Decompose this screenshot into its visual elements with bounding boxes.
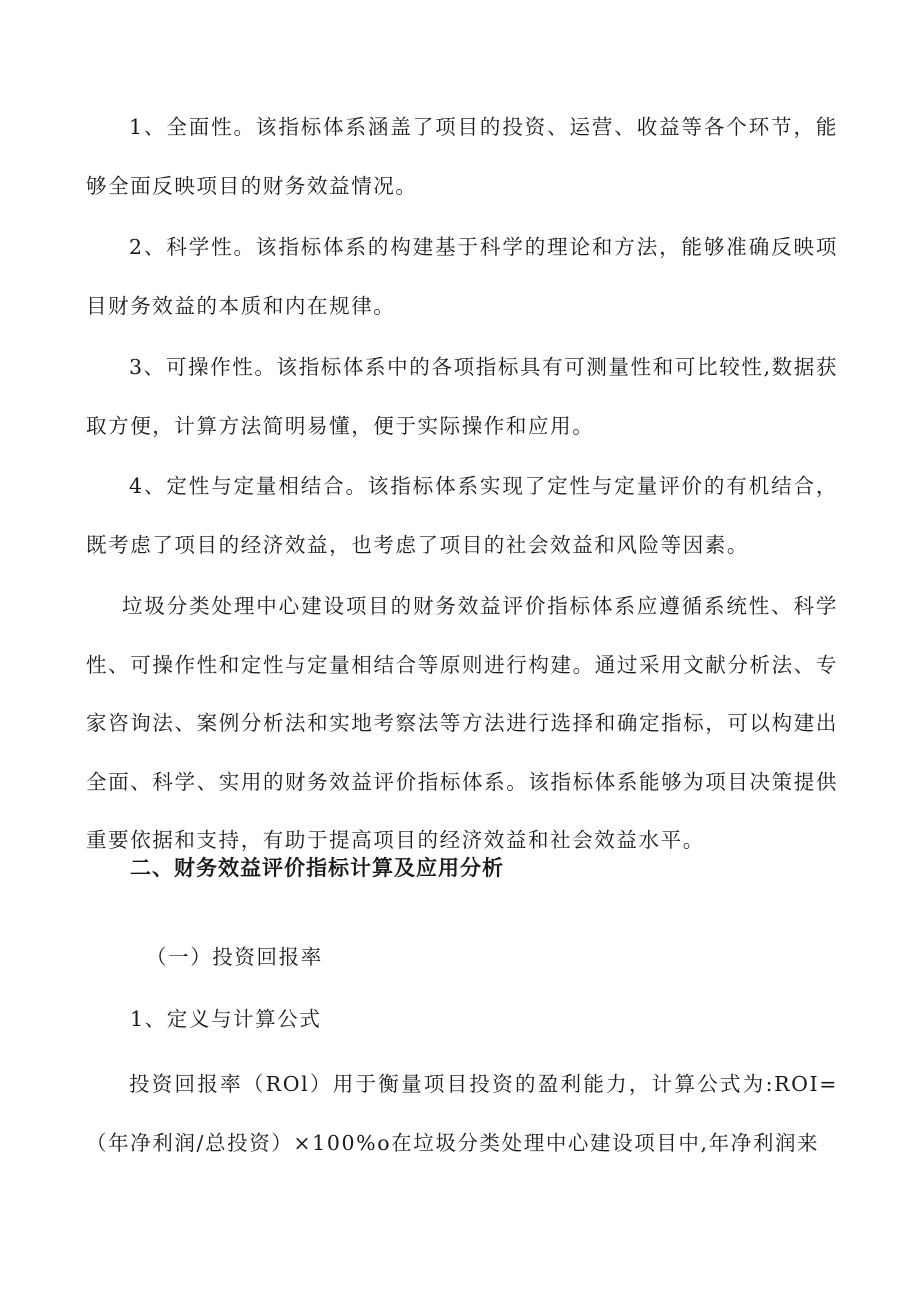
paragraph-qualitative-quantitative: 4、定性与定量相结合。该指标体系实现了定性与定量评价的有机结合，既考虑了项目的经济效益，也考虑了项目的社会效益和风险等因素。 <box>86 474 838 557</box>
paragraph-roi-definition: 投资回报率（ROl）用于衡量项目投资的盈利能力，计算公式为:ROI=（年净利润/总投资）×100%o在垃圾分类处理中心建设项目中,年净利润来 <box>86 1072 838 1155</box>
paragraph-summary: 垃圾分类处理中心建设项目的财务效益评价指标体系应遵循系统性、科学性、可操作性和定性与定量相结合等原则进行构建。通过采用文献分析法、专家咨询法、案例分析法和实地考察法等方法进行选择和确定指标，可以构建出全面、科学、实用的财务效益评价指标体系。该指标体系能够为项目决策提供重要依据和支持，有助于提高项目的经济效益和社会效益水平。 <box>86 594 838 852</box>
item-heading: 1、定义与计算公式 <box>130 1007 322 1031</box>
paragraph-scientific: 2、科学性。该指标体系的构建基于科学的理论和方法，能够准确反映项目财务效益的本质和内在规律。 <box>86 235 838 318</box>
subsection-heading: （一）投资回报率 <box>146 945 323 969</box>
paragraph-comprehensiveness: 1、全面性。该指标体系涵盖了项目的投资、运营、收益等各个环节，能够全面反映项目的财务效益情况。 <box>86 115 838 198</box>
section-heading: 二、财务效益评价指标计算及应用分析 <box>130 856 504 880</box>
paragraph-operability: 3、可操作性。该指标体系中的各项指标具有可测量性和可比较性,数据获取方便，计算方法简明易懂，便于实际操作和应用。 <box>86 355 838 438</box>
